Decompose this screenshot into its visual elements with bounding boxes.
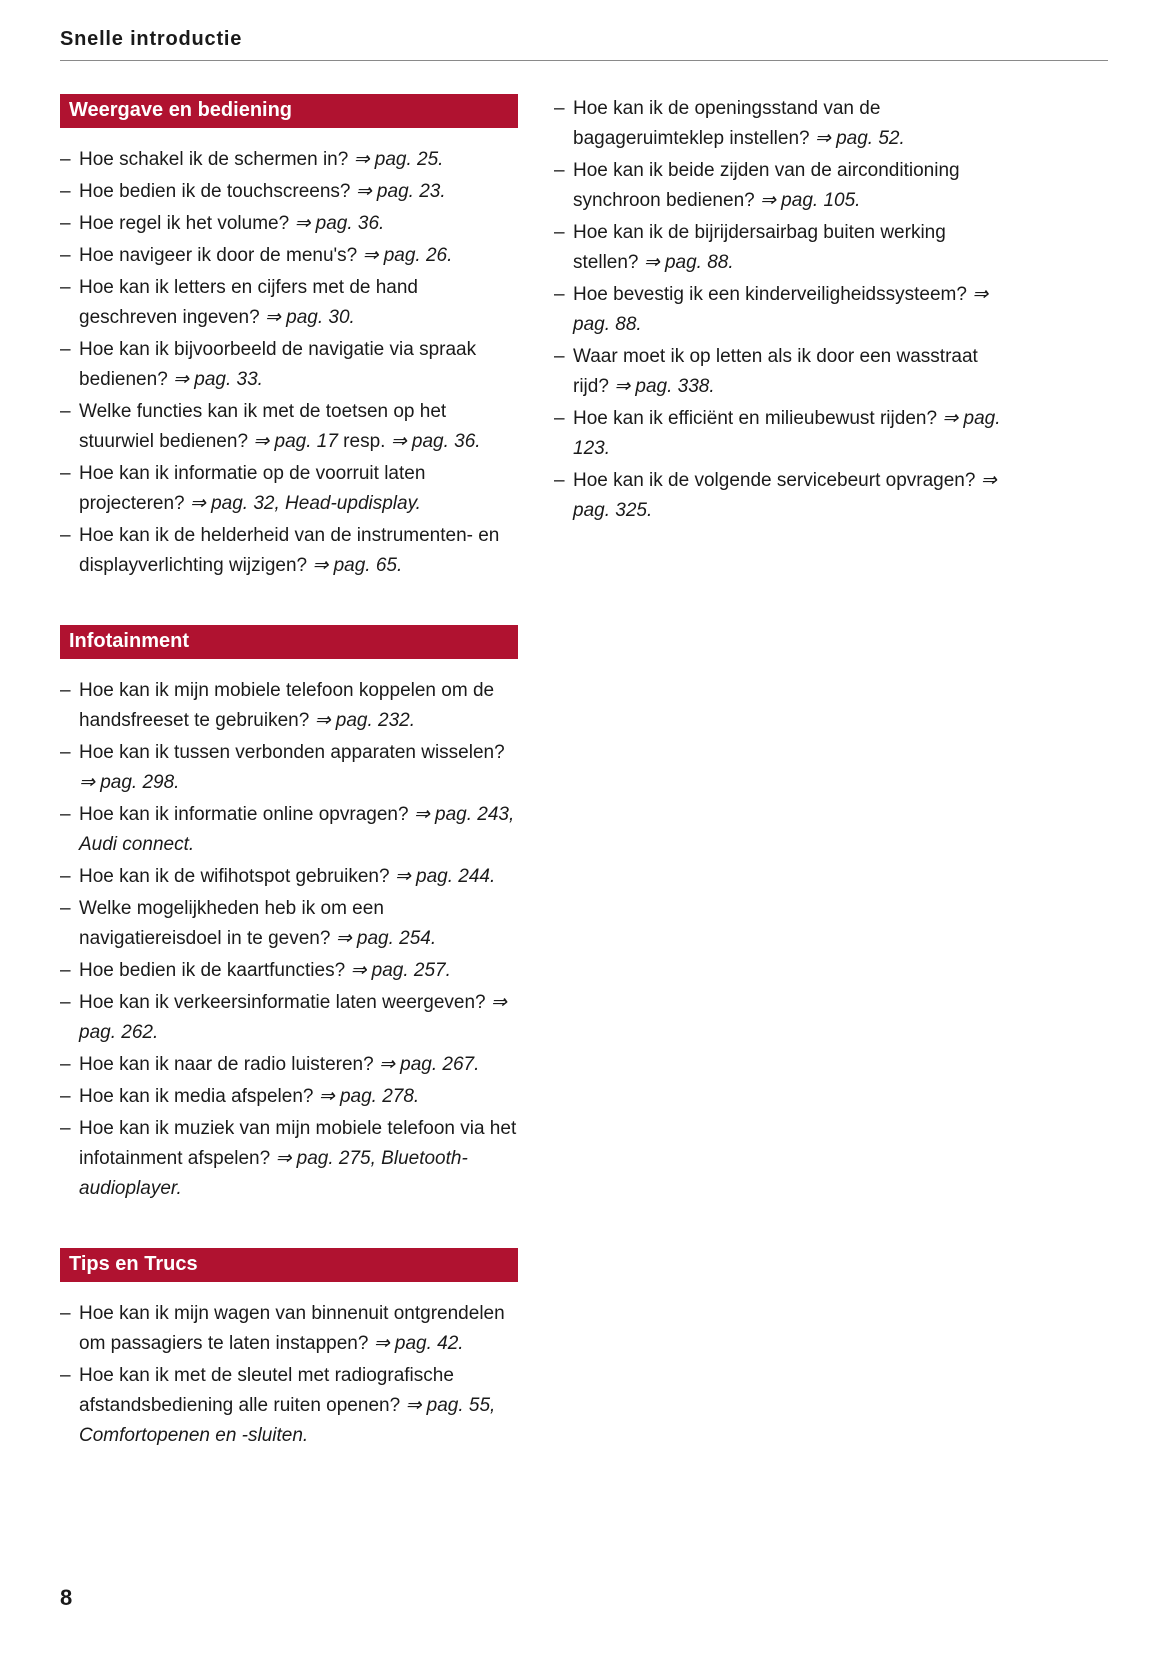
page-reference: ⇒ pag. 23. (355, 181, 446, 202)
page-reference: ⇒ pag. 33. (173, 369, 263, 390)
page-reference: ⇒ pag. 55, Comfortopenen en -sluiten. (79, 1395, 496, 1446)
page-reference: ⇒ pag. 278. (318, 1086, 420, 1107)
item-text (79, 241, 518, 271)
list-item (60, 988, 518, 1048)
list-item (554, 218, 1012, 278)
item-text (573, 280, 1012, 340)
item-dash: – (60, 898, 71, 919)
list-item (60, 1114, 518, 1204)
list-item (60, 676, 518, 736)
item-dash: – (60, 463, 71, 484)
section (60, 625, 518, 1204)
item-question: Hoe kan ik naar de radio luisteren? (79, 1054, 379, 1075)
list-item (60, 956, 518, 986)
item-text (79, 738, 518, 798)
item-text (79, 273, 518, 333)
item-question: Hoe bedien ik de kaartfuncties? (79, 960, 351, 981)
page-reference: ⇒ pag. 275, Bluetooth-audioplayer. (79, 1148, 468, 1199)
item-dash: – (60, 960, 71, 981)
page-reference: ⇒ pag. 298. (79, 772, 180, 793)
section (60, 94, 518, 581)
page-reference: ⇒ pag. 88. (643, 252, 734, 273)
item-question: Welke mogelijkheden heb ik om een navigatiereisdoel in te geven? (79, 898, 384, 949)
item-question: Hoe kan ik mijn mobiele telefoon koppelen om de handsfreeset te gebruiken? (79, 680, 495, 731)
item-question: Hoe regel ik het volume? (79, 213, 295, 234)
item-question: Hoe kan ik efficiënt en milieubewust rijden? (573, 408, 943, 429)
item-text (79, 397, 518, 457)
item-dash: – (554, 222, 565, 243)
item-question: Hoe kan ik media afspelen? (79, 1086, 319, 1107)
item-text (79, 1361, 518, 1451)
item-text (79, 459, 518, 519)
item-text (573, 404, 1012, 464)
item-text (79, 988, 518, 1048)
item-text (79, 145, 518, 175)
page-reference: ⇒ pag. 65. (312, 555, 403, 576)
list-item (60, 397, 518, 457)
list-item (60, 273, 518, 333)
section (60, 1248, 518, 1451)
item-question: Hoe bevestig ik een kinderveiligheidssysteem? (573, 284, 973, 305)
page-reference: ⇒ pag. 338. (614, 376, 715, 397)
page-reference: ⇒ pag. 267. (378, 1054, 480, 1075)
item-text (79, 177, 518, 207)
item-question: Hoe kan ik informatie online opvragen? (79, 804, 414, 825)
page-reference: ⇒ pag. 17 (253, 431, 338, 452)
right-column (554, 94, 1012, 1453)
item-dash: – (60, 1086, 71, 1107)
item-question: Welke functies kan ik met de toetsen op het stuurwiel bedienen? (79, 401, 447, 452)
page-reference: ⇒ pag. 52. (814, 128, 905, 149)
list-item (60, 738, 518, 798)
item-text (573, 156, 1012, 216)
item-dash: – (60, 866, 71, 887)
item-text (79, 862, 518, 892)
item-dash: – (60, 181, 71, 202)
item-dash: – (60, 1054, 71, 1075)
list-item (60, 241, 518, 271)
list-item (60, 177, 518, 207)
list-item (60, 209, 518, 239)
page-header-title: Snelle introductie (60, 28, 243, 50)
section (554, 94, 1012, 526)
item-dash: – (60, 1365, 71, 1386)
item-text (79, 335, 518, 395)
item-question: Hoe kan ik letters en cijfers met de hand geschreven ingeven? (79, 277, 419, 328)
page-reference: ⇒ pag. 105. (759, 190, 861, 211)
left-column (60, 94, 518, 1453)
item-dash: – (60, 277, 71, 298)
item-dash: – (60, 401, 71, 422)
item-question: Hoe kan ik de openingsstand van de bagageruimteklep instellen? (573, 98, 881, 149)
item-text (573, 466, 1012, 526)
list-item (554, 156, 1012, 216)
list-item (60, 800, 518, 860)
item-dash: – (60, 804, 71, 825)
list-item (60, 335, 518, 395)
item-text (79, 800, 518, 860)
item-question: Hoe kan ik de bijrijdersairbag buiten werking stellen? (573, 222, 946, 273)
item-text (79, 209, 518, 239)
item-dash: – (554, 284, 565, 305)
section-header: Tips en Trucs (60, 1248, 518, 1282)
list-item (554, 466, 1012, 526)
page-reference: ⇒ pag. 232. (314, 710, 415, 731)
item-question: Hoe bedien ik de touchscreens? (79, 181, 356, 202)
item-text (79, 1050, 518, 1080)
list-item (60, 894, 518, 954)
item-text (79, 1082, 518, 1112)
list-item (554, 404, 1012, 464)
list-item (60, 145, 518, 175)
page-reference: ⇒ pag. 243, Audi connect. (79, 804, 515, 855)
item-dash: – (60, 680, 71, 701)
item-dash: – (60, 245, 71, 266)
item-text (79, 676, 518, 736)
page-reference: ⇒ pag. 26. (362, 245, 453, 266)
list-item (554, 94, 1012, 154)
list-item (60, 862, 518, 892)
item-dash: – (554, 408, 565, 429)
item-text (573, 94, 1012, 154)
item-question: Hoe schakel ik de schermen in? (79, 149, 354, 170)
item-question: Hoe kan ik mijn wagen van binnenuit ontgrendelen om passagiers te laten instappen? (79, 1303, 505, 1354)
item-question: Hoe kan ik de helderheid van de instrumenten- en displayverlichting wijzigen? (79, 525, 500, 576)
item-text (79, 1114, 518, 1204)
content-columns (0, 61, 1165, 1453)
item-dash: – (60, 1303, 71, 1324)
page-reference: ⇒ pag. 244. (394, 866, 496, 887)
item-dash: – (60, 742, 71, 763)
item-dash: – (60, 992, 71, 1013)
item-text (573, 342, 1012, 402)
list-item (60, 459, 518, 519)
page-reference: ⇒ pag. 42. (373, 1333, 464, 1354)
item-dash: – (60, 1118, 71, 1139)
item-dash: – (554, 470, 565, 491)
item-question: Waar moet ik op letten als ik door een wasstraat rijd? (573, 346, 978, 397)
item-question: resp. (337, 431, 391, 452)
page-reference: ⇒ pag. 123. (573, 408, 1001, 459)
item-text (79, 1299, 518, 1359)
list-item (60, 1361, 518, 1451)
page-reference: ⇒ pag. 262. (79, 992, 507, 1043)
item-text (79, 894, 518, 954)
item-question: Hoe kan ik beide zijden van de airconditioning synchroon bedienen? (573, 160, 960, 211)
item-question: Hoe kan ik tussen verbonden apparaten wisselen? (79, 742, 505, 763)
page-reference: ⇒ pag. 325. (573, 470, 997, 521)
page-reference: ⇒ pag. 32, Head-updisplay. (189, 493, 421, 514)
item-text (573, 218, 1012, 278)
page-reference: ⇒ pag. 88. (573, 284, 989, 335)
item-dash: – (60, 213, 71, 234)
page-number: 8 (60, 1585, 73, 1610)
list-item (60, 521, 518, 581)
list-item (554, 342, 1012, 402)
item-dash: – (60, 525, 71, 546)
section-header: Infotainment (60, 625, 518, 659)
item-question: Hoe kan ik muziek van mijn mobiele telefoon via het infotainment afspelen? (79, 1118, 517, 1169)
page-header (0, 0, 1165, 51)
item-question: Hoe kan ik bijvoorbeeld de navigatie via spraak bedienen? (79, 339, 477, 390)
item-dash: – (60, 149, 71, 170)
item-question: Hoe navigeer ik door de menu's? (79, 245, 363, 266)
page-reference: ⇒ pag. 30. (264, 307, 355, 328)
item-question: Hoe kan ik met de sleutel met radiografische afstandsbediening alle ruiten openen? (79, 1365, 454, 1416)
list-item (60, 1050, 518, 1080)
list-item (554, 280, 1012, 340)
item-dash: – (60, 339, 71, 360)
item-question: Hoe kan ik de wifihotspot gebruiken? (79, 866, 395, 887)
item-question: Hoe kan ik informatie op de voorruit laten projecteren? (79, 463, 426, 514)
page-reference: ⇒ pag. 254. (335, 928, 437, 949)
item-dash: – (554, 98, 565, 119)
page-reference: ⇒ pag. 36. (390, 431, 481, 452)
item-text (79, 956, 518, 986)
page-reference: ⇒ pag. 36. (294, 213, 385, 234)
list-item (60, 1082, 518, 1112)
item-text (79, 521, 518, 581)
item-question: Hoe kan ik verkeersinformatie laten weergeven? (79, 992, 491, 1013)
list-item (60, 1299, 518, 1359)
item-dash: – (554, 346, 565, 367)
section-header: Weergave en bediening (60, 94, 518, 128)
item-dash: – (554, 160, 565, 181)
page-reference: ⇒ pag. 25. (353, 149, 444, 170)
item-question: Hoe kan ik de volgende servicebeurt opvragen? (573, 470, 981, 491)
page-reference: ⇒ pag. 257. (350, 960, 451, 981)
